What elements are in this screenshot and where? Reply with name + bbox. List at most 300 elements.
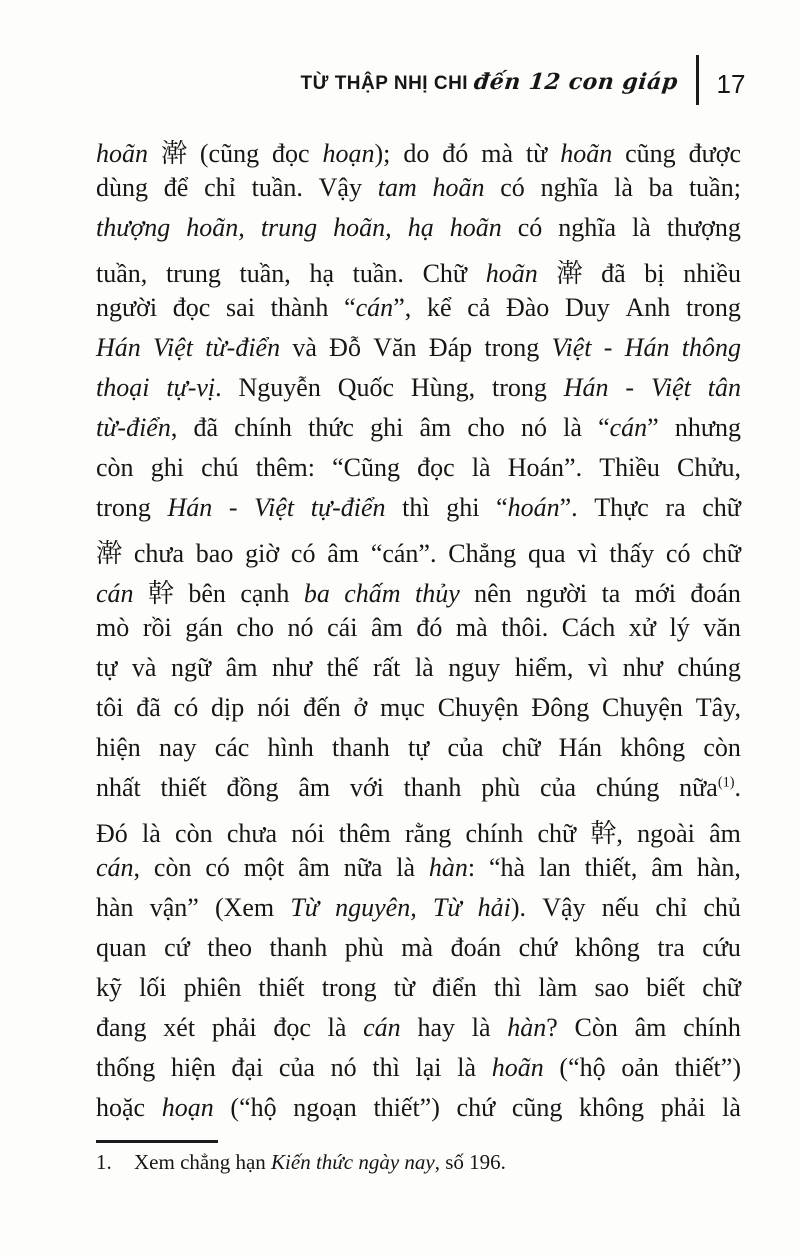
- word: thấy: [609, 539, 655, 568]
- word: chữ: [702, 539, 741, 568]
- body-line: [96, 413, 741, 453]
- word: đang: [96, 1013, 147, 1042]
- word: người: [526, 579, 588, 608]
- body-line: [96, 613, 741, 653]
- word: Thực: [594, 493, 649, 522]
- word: đoán: [690, 579, 741, 608]
- word: hàn?: [507, 1013, 558, 1042]
- word: thống: [96, 1053, 156, 1082]
- word: chứ: [456, 1093, 496, 1122]
- word: Đào: [505, 293, 550, 322]
- word: còn: [703, 733, 741, 762]
- word: chính: [234, 413, 292, 442]
- word: lại: [415, 1053, 442, 1082]
- word: trong: [492, 373, 547, 402]
- word: là: [414, 653, 434, 682]
- word: chỉ: [655, 893, 688, 922]
- word: tuần.: [251, 173, 303, 202]
- word: đoán: [450, 933, 502, 962]
- word: phù: [481, 773, 521, 802]
- word: xét: [163, 1013, 196, 1042]
- word: Hán: [558, 733, 602, 762]
- word: rất: [372, 653, 401, 682]
- word: của: [447, 733, 484, 762]
- word: ghi: [150, 453, 184, 482]
- word: nếu: [601, 893, 640, 922]
- word: tân: [707, 373, 741, 402]
- word: Hoán”.: [507, 453, 583, 482]
- word: thủy: [414, 579, 460, 608]
- word: “cán”: [598, 413, 659, 442]
- word: còn: [175, 819, 213, 848]
- word: mục: [380, 693, 425, 722]
- word: Hán: [624, 333, 670, 362]
- word: Thiều: [599, 453, 660, 482]
- word: lối: [139, 973, 167, 1002]
- word: thêm: [338, 819, 391, 848]
- word: đã: [601, 259, 626, 288]
- word: do: [403, 139, 430, 168]
- word: “Cũng: [332, 453, 400, 482]
- word: làm: [538, 973, 578, 1002]
- word: đọc: [172, 293, 211, 322]
- word: như: [622, 653, 663, 682]
- word: từ: [393, 973, 415, 1002]
- body-line: [96, 933, 741, 973]
- word: kể: [426, 293, 452, 322]
- word: (cũng: [199, 139, 260, 168]
- word: trong: [96, 493, 151, 522]
- word: ngữ: [171, 653, 212, 682]
- word: có: [665, 539, 691, 568]
- word: hàn: [96, 893, 134, 922]
- word: là: [457, 1053, 476, 1082]
- word: hoãn: [96, 139, 148, 168]
- body-line: [96, 733, 741, 773]
- word: đọc: [273, 1013, 311, 1042]
- word: bị: [644, 259, 665, 288]
- word: kỹ: [96, 973, 122, 1002]
- word: Còn: [574, 1013, 618, 1042]
- word: âm: [634, 1013, 667, 1042]
- word: đã: [193, 413, 219, 442]
- word: hình: [267, 733, 314, 762]
- word: Hùng,: [410, 373, 476, 402]
- word: vận”: [149, 893, 199, 922]
- word: là: [327, 1013, 347, 1042]
- word: chính: [465, 819, 524, 848]
- word: nó: [330, 1053, 357, 1082]
- page-number: 17: [716, 69, 746, 99]
- word: theo: [207, 933, 252, 962]
- word: chữ: [501, 733, 541, 762]
- word: là: [563, 413, 582, 442]
- word: âm: [419, 413, 452, 442]
- word: âm: [298, 853, 330, 882]
- word: không: [620, 733, 686, 762]
- word: trung: [260, 213, 318, 242]
- word: chúng: [595, 773, 660, 802]
- word: Quốc: [337, 373, 395, 402]
- word: “hà: [489, 853, 526, 882]
- word: thiết: [258, 973, 305, 1002]
- word: từ-điển: [205, 333, 281, 362]
- word: chúng: [677, 653, 741, 682]
- word: nay: [158, 733, 197, 762]
- word: ta: [601, 579, 621, 608]
- word: Tây,: [695, 693, 741, 722]
- word: sao: [594, 973, 630, 1002]
- word: tự: [407, 733, 430, 762]
- word: tam: [377, 173, 417, 202]
- word: âm: [371, 613, 403, 642]
- word: rằng: [405, 819, 452, 848]
- word: Chữ: [422, 259, 468, 288]
- word: phiên: [183, 973, 242, 1002]
- body-line: [96, 213, 741, 253]
- word: hoãn: [449, 213, 502, 242]
- word: âm: [327, 539, 360, 568]
- word: -: [603, 333, 613, 362]
- header-title: [301, 69, 678, 95]
- word: cán: [363, 1013, 401, 1042]
- footnote-marker: 1.: [96, 1150, 112, 1174]
- word: Chẳng: [448, 539, 517, 568]
- word: mới: [634, 579, 676, 608]
- word: đại: [231, 1053, 264, 1082]
- word: thông: [681, 333, 741, 362]
- word: Văn: [373, 333, 417, 362]
- word: hay: [417, 1013, 455, 1042]
- footnote-rule: [96, 1140, 218, 1143]
- word: để: [163, 173, 189, 202]
- word: hiện: [96, 733, 141, 762]
- word: hiện: [170, 1053, 216, 1082]
- word: âm: [651, 853, 683, 882]
- word: Chuyện: [602, 693, 683, 722]
- word: tra: [657, 933, 685, 962]
- word: Vậy: [542, 893, 586, 922]
- body-line: [96, 773, 741, 813]
- word: nói: [291, 819, 325, 848]
- word: “cán”.: [370, 539, 437, 568]
- word: là: [396, 853, 416, 882]
- word: cả: [467, 293, 491, 322]
- word: (“hộ: [230, 1093, 277, 1122]
- word: (Xem: [214, 893, 275, 922]
- word: Hán: [96, 333, 141, 362]
- body-line: [96, 493, 741, 533]
- body-line: [96, 853, 741, 893]
- body-line: [96, 693, 741, 733]
- word: âm: [298, 773, 331, 802]
- word: tuần,: [239, 259, 291, 288]
- body-line: [96, 253, 741, 293]
- word: Anh: [625, 293, 671, 322]
- body-line: [96, 333, 741, 373]
- body-line: [96, 893, 741, 933]
- word: dịp: [211, 693, 245, 722]
- word: Nguyễn: [238, 373, 321, 402]
- word: nhiều: [683, 259, 741, 288]
- word: hoãn,: [333, 213, 392, 242]
- word: gán: [185, 613, 223, 642]
- word: hoãn: [491, 1053, 544, 1082]
- word: hoãn: [560, 139, 613, 168]
- word: hải).: [477, 893, 527, 922]
- word: bên: [188, 579, 226, 608]
- word: tự: [96, 653, 118, 682]
- word: chính: [683, 1013, 741, 1042]
- body-line: [96, 293, 741, 333]
- word: cán,: [96, 853, 141, 882]
- body-line: [96, 573, 741, 613]
- word: hoạn: [161, 1093, 214, 1122]
- word: đó: [442, 139, 469, 168]
- word: nghĩa: [558, 213, 617, 242]
- word: ba: [648, 173, 674, 202]
- word: thanh: [269, 933, 328, 962]
- word: từ: [525, 139, 548, 168]
- word: mò: [96, 613, 130, 642]
- word: “cán”,: [344, 293, 412, 322]
- word: hạ: [407, 213, 434, 242]
- word: cứ: [164, 933, 190, 962]
- word: thức: [308, 413, 354, 442]
- word: ra: [665, 493, 686, 522]
- word: chủ: [703, 893, 741, 922]
- word: từ-điển,: [96, 413, 178, 442]
- word: chữ: [702, 973, 741, 1002]
- word: Hán: [167, 493, 213, 522]
- word: chưa: [133, 539, 184, 568]
- word: và: [292, 333, 317, 362]
- word: của: [539, 773, 577, 802]
- word: mà: [401, 933, 434, 962]
- word: ngoạn: [293, 1093, 357, 1122]
- word: giờ: [245, 539, 280, 568]
- word: chấm: [344, 579, 401, 608]
- word: chưa: [226, 819, 278, 848]
- word: mà: [481, 139, 513, 168]
- word: phải: [211, 1013, 257, 1042]
- word: hoạn);: [322, 139, 391, 168]
- word: tuần,: [96, 259, 148, 288]
- word: 澣: [556, 259, 583, 288]
- word: Đông: [531, 693, 590, 722]
- word: phải: [660, 1093, 706, 1122]
- word: trong: [321, 973, 377, 1002]
- word: là: [722, 1093, 741, 1122]
- word: hàn,: [696, 853, 741, 882]
- word: thanh: [403, 773, 462, 802]
- word: bao: [195, 539, 234, 568]
- word: qua: [527, 539, 566, 568]
- word: Việt: [254, 493, 295, 522]
- word: điển: [432, 973, 477, 1002]
- word: âm: [709, 819, 741, 848]
- word: thiết”): [373, 1093, 440, 1122]
- word: thoại: [96, 373, 150, 402]
- word: là: [142, 819, 161, 848]
- body-line: [96, 373, 741, 413]
- word: hiểm,: [514, 653, 574, 682]
- word: là: [471, 453, 491, 482]
- word: cái: [327, 613, 358, 642]
- word: đó: [416, 613, 443, 642]
- header-divider: [696, 55, 699, 105]
- word: thì: [402, 493, 430, 522]
- footnote-text: Xem chẳng hạn Kiến thức ngày nay, số 196.: [134, 1150, 506, 1174]
- word: (“hộ: [559, 1053, 606, 1082]
- word: như: [271, 653, 313, 682]
- word: trung: [165, 259, 221, 288]
- word: văn: [703, 613, 741, 642]
- word: lan: [538, 853, 571, 882]
- word: sai: [226, 293, 255, 322]
- word: thôi.: [501, 613, 549, 642]
- word: nguy: [448, 653, 501, 682]
- word: oản: [621, 1053, 659, 1082]
- word: Đó: [96, 819, 128, 848]
- word: tự-điển: [310, 493, 386, 522]
- word: trong: [484, 333, 540, 362]
- word: ngoài: [637, 819, 695, 848]
- word: thiết,: [584, 853, 638, 882]
- word: cho: [467, 413, 505, 442]
- word: lý: [669, 613, 690, 642]
- word: “hoán”.: [496, 493, 578, 522]
- word: đồng: [226, 773, 279, 802]
- word: nữa: [343, 853, 383, 882]
- footnote: [96, 1147, 741, 1177]
- word: ghi: [446, 493, 480, 522]
- word: đọc: [417, 453, 455, 482]
- word: chữ: [702, 493, 741, 522]
- word: Chuyện: [437, 693, 519, 722]
- header-title-caps: TỪ THẬP NHỊ CHI: [300, 73, 469, 94]
- word: Duy: [565, 293, 610, 322]
- word: ở: [353, 693, 368, 722]
- word: Từ: [432, 893, 462, 922]
- word: nó: [521, 413, 548, 442]
- word: Đáp: [428, 333, 473, 362]
- word: âm: [225, 653, 258, 682]
- word: là: [471, 1013, 491, 1042]
- page-header: [0, 55, 800, 107]
- word: không: [579, 1093, 645, 1122]
- word: thiết: [160, 773, 207, 802]
- word: thượng: [666, 213, 741, 242]
- word: đến: [303, 693, 341, 722]
- word: cứu: [702, 933, 741, 962]
- word: có: [173, 693, 199, 722]
- word: thành: [270, 293, 329, 322]
- word: biết: [646, 973, 686, 1002]
- header-title-script: đến 12 con giáp: [472, 69, 680, 95]
- word: tự-vị.: [166, 373, 222, 402]
- body-line: [96, 133, 741, 173]
- word: tuần;: [688, 173, 741, 202]
- word: cũng: [625, 139, 676, 168]
- word: có: [205, 853, 230, 882]
- word: nhưng: [674, 413, 741, 442]
- word: thế: [326, 653, 359, 682]
- word: trong: [685, 293, 741, 322]
- word: mà: [455, 613, 488, 642]
- word: Hán: [563, 373, 609, 402]
- word: hoặc: [96, 1093, 146, 1122]
- body-line: [96, 813, 741, 853]
- word: thêm:: [255, 453, 315, 482]
- word: thì: [372, 1053, 400, 1082]
- word: xử: [628, 613, 656, 642]
- word: chữ: [537, 819, 577, 848]
- body-line: [96, 453, 741, 493]
- word: Việt: [551, 333, 592, 362]
- word: thì: [493, 973, 522, 1002]
- word: quan: [96, 933, 147, 962]
- word: có: [290, 539, 316, 568]
- word: nữa$^{(1)}$.: [679, 773, 741, 802]
- word: vì: [587, 653, 609, 682]
- body-text: [96, 133, 741, 1133]
- body-line: [96, 1013, 741, 1053]
- word: không: [574, 933, 640, 962]
- word: thanh: [331, 733, 390, 762]
- body-line: [96, 1053, 741, 1093]
- word: chỉ: [204, 173, 236, 202]
- word: cán: [96, 579, 134, 608]
- word: phù: [344, 933, 384, 962]
- word: Từ: [290, 893, 319, 922]
- word: được: [688, 139, 741, 168]
- body-line: [96, 533, 741, 573]
- word: rồi: [142, 613, 172, 642]
- word: nghĩa: [540, 173, 599, 202]
- word: hoãn: [485, 259, 538, 288]
- word: tuần.: [352, 259, 404, 288]
- body-line: [96, 1093, 741, 1133]
- word: 澣: [160, 139, 187, 168]
- word: Đỗ: [329, 333, 361, 362]
- body-line: [96, 653, 741, 693]
- word: Việt: [650, 373, 691, 402]
- word: Chửu,: [677, 453, 741, 482]
- word: Việt: [153, 333, 193, 362]
- word: nói: [257, 693, 291, 722]
- word: đã: [136, 693, 161, 722]
- word: tôi: [96, 693, 124, 722]
- word: cũng: [511, 1093, 563, 1122]
- word: một: [243, 853, 285, 882]
- word: hoãn: [432, 173, 485, 202]
- word: Cách: [561, 613, 616, 642]
- word: với: [349, 773, 384, 802]
- body-line: [96, 173, 741, 213]
- word: -: [228, 493, 238, 522]
- word: có: [517, 213, 543, 242]
- word: nhất: [96, 773, 141, 802]
- word: cho: [236, 613, 274, 642]
- word: là: [614, 173, 633, 202]
- word: còn: [96, 453, 134, 482]
- word: 澣: [96, 539, 123, 568]
- word: ghi: [370, 413, 404, 442]
- word: Vậy: [318, 173, 362, 202]
- word: hoãn,: [186, 213, 245, 242]
- word: -: [625, 373, 635, 402]
